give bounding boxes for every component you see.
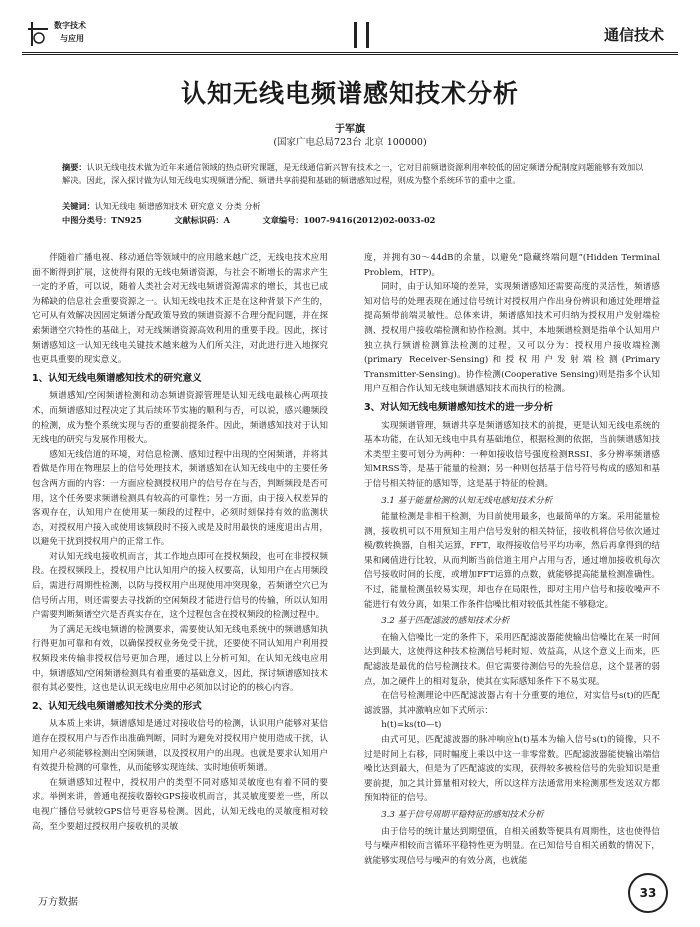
keywords: [62, 201, 648, 212]
journal-logo-icon: [28, 20, 50, 48]
heading-1: 1、认知无线电频谱感知技术的研究意义: [32, 372, 202, 384]
logo-line2: 与应用: [60, 33, 84, 43]
paper-title: 认知无线电频谱感知技术分析: [180, 79, 519, 108]
doc-label: 文献标识码：: [174, 215, 224, 225]
doc-value: A: [223, 215, 230, 225]
heading-3: 3、对认知无线电频谱感知技术的进一步分析: [364, 401, 553, 413]
formula: h(t)=ks(t0—t): [381, 720, 442, 731]
abstract-text: 认识无线电技术做为近年来通信领域的热点研究课题，是无线通信新兴智有技术之一，它对目前频谱资源利用率较低的固定频谱分配制度问题能够有效加以解决。因此，深入探讨做为认知无线电实现频谱分配、频谱共享前提和基础的频谱感知过程，则成为整个系统环节的重中之重。: [62, 162, 644, 185]
paragraph: 对认知无线电接收机而言，其工作地点即可在授权频段，也可在非授权频段。在授权频段上，授权用户比认知用户的接入权要高，认知用户在占用频段后，需进行周期性检测，以防与授权用户出现使用冲突现象，若频谱空穴已为信号所占用，则还需要去寻找新的空闲频段才能进行信号的传输，所以认知用户需要判断频谱空穴是否真实存在，这个过程包含在授权频段的检测过程中。: [32, 551, 328, 621]
left-column: [32, 251, 328, 834]
paragraph: 由式可见，匹配滤波器的脉冲响应h(t)基本为输入信号s(t)的镜像，只不过是时间上右移，同时幅度上乘以中这一非零常数。匹配滤波器能使输出端信噪比达到最大，但是为了匹配滤波的实现，获得较多被检信号的先验知识是重要前提，加之其计算量相对较大，所以这样方法通常用来检测那些发送双方都预知特征的信号。: [364, 735, 660, 804]
footer-source: 万方数据: [38, 897, 78, 908]
article-meta: [62, 215, 648, 226]
section-title: 通信技术: [603, 26, 664, 44]
subheading-3-3: 3.3 基于信号周期平稳特征的感知技术分析: [381, 809, 544, 820]
abstract-label: 摘要：: [62, 162, 87, 172]
paragraph: 在频谱感知过程中，授权用户的类型不同对感知灵敏度也有着不同的要求。举例来讲，普通电视接收器较GPS接收机而言，其灵敏度要差一些，所以电视广播信号就较GPS信号更容易检测。因此，认知无线电的灵敏度相对较高，至少要超过授权用户接收机的灵敏: [32, 777, 328, 832]
heading-2: 2、认知无线电频谱感知技术分类的形式: [32, 700, 202, 712]
page-number-badge: 33: [628, 873, 668, 913]
paragraph: 感知无线信道的环境，对信息检测、感知过程中出现的空闲频谱，并将其看做是作用在物理层上的信号处理技术，频谱感知在认知无线电中的主要任务包含两方面的内容：一方面应检测授权用户的信号存在与否，判断频段是否可用，这个任务要求频谱检测具有较高的可靠性；另一方面，由于接入权差异的客观存在，认知用户在使用某一频段的过程中，必须时刻保持有效的监测状态，对授权用户接入或使用该频段时不接入或是及时用最快的速度退出占用，以避免干扰到授权用户的正常工作。: [32, 449, 328, 548]
subheading-3-1: 3.1 基于能量检测的认知无线电感知技术分析: [381, 495, 553, 506]
paragraph: 实现频谱管理，频谱共享是频谱感知技术的前提，更是认知无线电系统的基本功能，在认知无线电中具有基础地位，根据检测的依据，当前频谱感知技术类型主要可划分为两种：一种如接收信号强度检测RSSI、多分辨率频谱感知MRSS等，是基于能量的检测；另一种则包括基于信号符号构成的感知和基于信号相关特征的感知等，这是基于特征的检测。: [364, 420, 660, 489]
keywords-label: 关键词：: [62, 201, 95, 211]
intro-paragraph: 伴随着广播电视、移动通信等领域中的应用越来越广泛，无线电技术应用面不断得到扩展，这使得有限的无线电频谱资源，与社会不断增长的需求产生一定的矛盾，可以说，随着人类社会对无线电频谱资源需求的增长，其也已成为稀缺的信息社会重要资源之一。认知无线电技术正是在这种背景下产生的，它可从有效解决因固定频谱分配政策导致的频谱资源不合理分配问题，并在探索频谱空穴特性的基础上，对无线频谱资源高效利用的重要手段。因此，探讨频谱感知这一认知无线电关键技术越来越为人们所关注，对此进行进入地探究也更具重要的现实意义。: [32, 253, 328, 366]
article-label: 文章编号：: [262, 215, 304, 225]
paragraph: 同时，由于认知环境的差异，实现频谱感知还需要高度的灵活性，频谱感知对信号的处理表现在通过信号统计对授权用户作出身份辨识和通过处理增益提高频带前端灵敏性。总体来讲，频谱感知技术可归纳为授权用户发射端检测、授权用户接收端检测和协作检测。其中，本地频谱检测是指单个认知用户独立执行频谱检测算法检测的过程，又可以分为：授权用户接收端检测(primary Receiver-Sensing)和授权用户发射端检测(Primary Transmitter-Sensing)。协作检测(Cooperative Sensing)则是指多个认知用户互相合作认知无线电频谱感知技术而执行的检测。: [364, 282, 660, 395]
paragraph: 频谱感知/空闲频谱检测和动态频谱资源管理是认知无线电最核心两项技术，而频谱感知过程决定了其后续环节实施的顺利与否，可以说，感兴趣频段的检测，成为整个系统实现与否的重要前提条件。因此，频谱感知技对于认知无线电的研究与发展作用极大。: [32, 391, 328, 446]
affiliation: (国家广电总局723台 北京 100000): [273, 137, 427, 148]
header-divider-bars: [352, 22, 372, 48]
journal-logo: [28, 20, 102, 48]
article-value: 1007-9416(2012)02-0033-02: [303, 215, 436, 225]
clc-value: TN925: [111, 215, 142, 225]
paragraph: 能量检测是非相干检测，为目前使用最多，也最简单的方案。采用能量检测，接收机可以不用预知主用户信号发射的相关特征，接收机将信号依次通过模/数转换器，自相关运算，FFT，取得接收信号平均功率，然后再拿得到的结果和阈值进行比较，从而判断当前信道主用户占用与否，通过增加接收机每次信号接收时间的长度，或增加FFT运算的点数，就能够提高能量检测准确性。不过，能量检测虽较易实现，却也存在局限性，即对主用户信号和接收噪声不能进行有效分离，如果工作条件信噪比相对较低其性能不够稳定。: [364, 512, 660, 610]
paragraph: 由于信号的统计量达到期望值，自相关函数等便具有周期性，这也使得信号与噪声相较而言循环平稳特性更为明显。在已知信号自相关函数的情况下，就能够实现信号与噪声的有效分离，也就能: [364, 826, 660, 866]
paragraph: 在信号检测理论中匹配滤波器占有十分重要的地位，对实信号s(t)的匹配滤波器，其冲激响应如下式所示：: [364, 691, 660, 716]
page-header: [22, 18, 678, 55]
subheading-3-2: 3.2 基于匹配滤波的感知技术分析: [381, 616, 510, 627]
author: 于军旗: [335, 124, 365, 135]
keywords-text: 认知无线电 频谱感知技术 研究意义 分类 分析: [94, 201, 261, 211]
paragraph: 为了满足无线电频谱的检测要求，需要使认知无线电系统中的频谱感知执行得更加可靠和有效，以确保授权业务免受干扰，还要使不同认知用户利用授权频段来传输非授权信号更加合理，通过以上分析可知，在认知无线电应用中，频谱感知/空闲频谱检测具有着重要的基础意义，因此，探讨频谱感知技术很有其必要性，这也是认识无线电应用中必须加以讨论的的核心内容。: [32, 624, 328, 694]
continued-paragraph: 度，并拥有30～44dB的余量，以避免“隐藏终端问题”(Hidden Terminal Problem，HTP)。: [364, 253, 660, 278]
abstract: [62, 161, 648, 187]
right-column: [364, 251, 660, 868]
paragraph: 在输入信噪比一定的条件下，采用匹配滤波器能使输出信噪比在某一时间达到最大，这使得这种技术检测信号耗时短、效益高，从这个意义上而来，匹配滤波是最优的信号检测技术。但它需要待测信号的先验信息，这个显著的弱点，加之硬件上的相对复杂，使其在实际感知条件下不易实现。: [364, 632, 660, 687]
clc-label: 中图分类号：: [62, 215, 112, 225]
paragraph: 从本质上来讲，频谱感知是通过对接收信号的检测，认识用户能够对某信道存在授权用户与否作出准确判断，同时为避免对授权用户使用造成干扰，认知用户必须能够检测出空闲频谱，以及授权用户的出现。也就是要求认知用户有效提升检测的可靠性，从而能够实现连续、实时地侦听频谱。: [32, 719, 328, 774]
logo-line1: 数字技术: [54, 20, 86, 30]
